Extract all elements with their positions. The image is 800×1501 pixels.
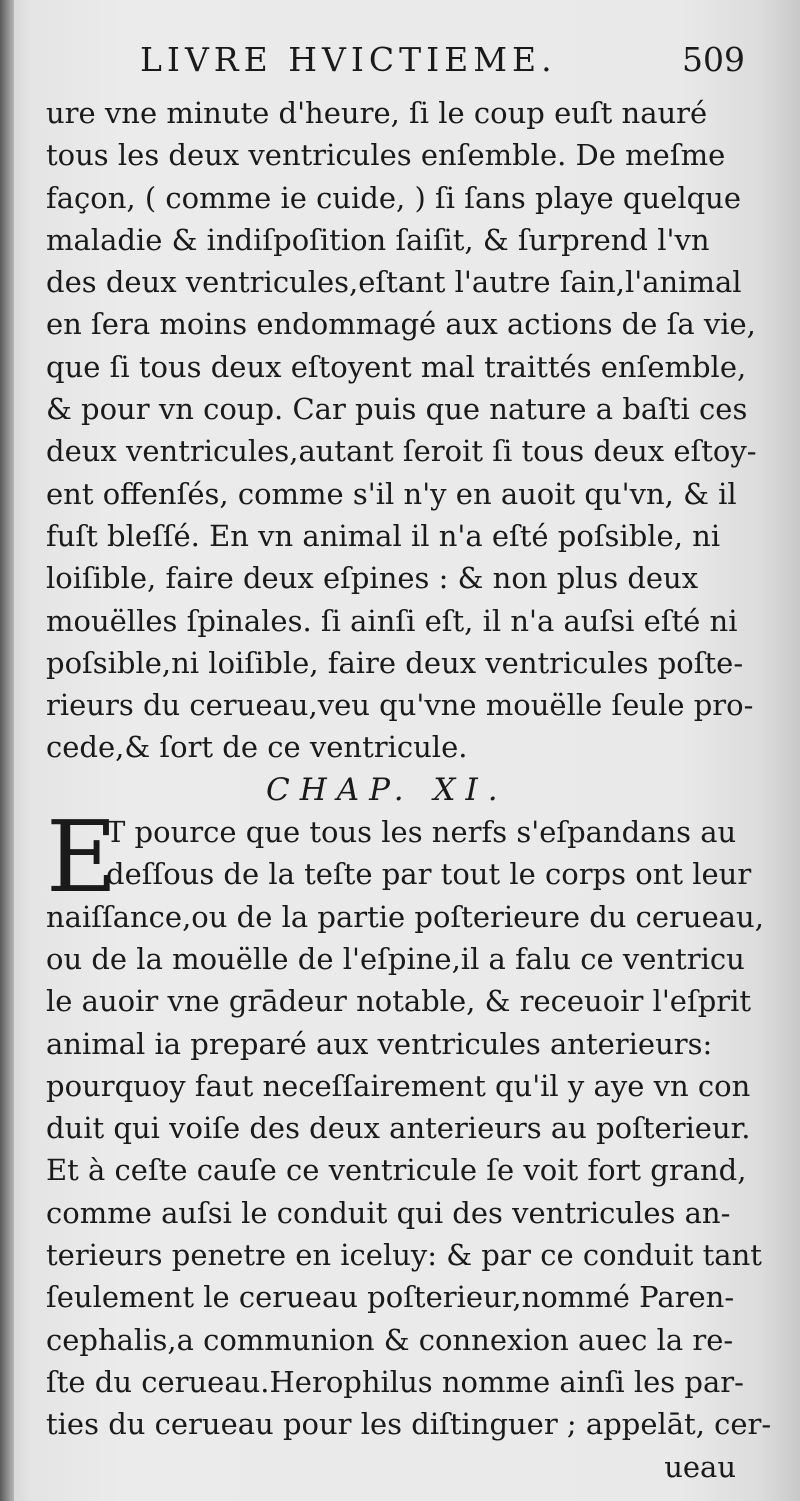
text-line: ure vne minute d'heure, ſi le coup euſt nauré bbox=[46, 96, 708, 130]
page-header bbox=[0, 30, 800, 90]
first-line-text: T pource que tous les nerfs s'eſpandans au bbox=[106, 815, 737, 850]
text-line: des deux ventricules,eſtant l'autre ſain,l'animal bbox=[46, 265, 742, 300]
chapter-heading: CHAP. XI. bbox=[266, 771, 508, 808]
text-line: mouëlles ſpinales. ſi ainſi eſt, il n'a auſsi eſté ni bbox=[46, 603, 738, 638]
body-text bbox=[46, 92, 772, 1488]
text-line: ſeulement le cerueau poſterieur,nommé Paren- bbox=[46, 1280, 735, 1315]
text-line: maladie & indiſpoſition ſaiſit, & ſurprend l'vn bbox=[46, 222, 710, 257]
text-line: poſsible,ni loiſible, faire deux ventricules poſte- bbox=[46, 645, 744, 680]
drop-cap: E bbox=[46, 801, 118, 916]
paragraph-chapter-body bbox=[46, 896, 772, 1446]
text-line: deux ventricules,autant ſeroit ſi tous deux eſtoy- bbox=[46, 434, 757, 469]
text-line: terieurs penetre en iceluy: & par ce conduit tant bbox=[46, 1238, 762, 1273]
text-line: fuſt bleſſé. En vn animal il n'a eſté poſsible, ni bbox=[46, 518, 721, 553]
text-line: façon, ( comme ie cuide, ) ſi ſans playe quelque bbox=[46, 180, 741, 215]
text-line: ſte du cerueau.Herophilus nomme ainſi les par- bbox=[46, 1364, 744, 1399]
text-line: loiſible, faire deux eſpines : & non plus deux bbox=[46, 561, 699, 596]
text-line: & pour vn coup. Car puis que nature a baſti ces bbox=[46, 392, 748, 427]
text-line: comme auſsi le conduit qui des ventricules an- bbox=[46, 1195, 731, 1230]
text-line: cephalis,a communion & connexion auec la re- bbox=[46, 1322, 734, 1357]
text-line: le auoir vne grādeur notable, & receuoir l'eſprit bbox=[46, 984, 752, 1019]
text-line: pourquoy faut neceſſairement qu'il y aye vn con bbox=[46, 1068, 751, 1103]
chapter-second-line: deſſous de la teſte par tout le corps ont leur bbox=[106, 857, 752, 892]
text-line: naiſſance,ou de la partie poſterieure du cerueau, bbox=[46, 899, 764, 934]
text-line: duit qui voiſe des deux anterieurs au poſterieur. bbox=[46, 1111, 751, 1146]
text-line: en ſera moins endommagé aux actions de ſa vie, bbox=[46, 307, 756, 342]
text-line: animal ia preparé aux ventricules anterieurs: bbox=[46, 1026, 713, 1061]
catchword: ueau bbox=[664, 1449, 736, 1484]
text-line: tous les deux ventricules enſemble. De meſme bbox=[46, 138, 726, 173]
paragraph-before-chapter bbox=[46, 92, 757, 769]
page-number: 509 bbox=[682, 40, 745, 79]
text-line: cede,& ſort de ce ventricule. bbox=[46, 730, 468, 765]
running-title: LIVRE HVICTIEME. bbox=[140, 40, 557, 79]
text-line: ent offenſés, comme s'il n'y en auoit qu'vn, & il bbox=[46, 476, 737, 511]
text-line: rieurs du cerueau,veu qu'vne mouëlle ſeule pro- bbox=[46, 688, 754, 723]
text-line: ou de la mouëlle de l'eſpine,il a falu ce ventricu bbox=[46, 941, 745, 976]
text-line: ties du cerueau pour les diſtinguer ; appelāt, cer- bbox=[46, 1407, 772, 1442]
gutter-shadow bbox=[0, 0, 14, 1501]
text-line: que ſi tous deux eſtoyent mal traittés enſemble, bbox=[46, 349, 747, 384]
text-line: Et à ceſte cauſe ce ventricule ſe voit fort grand, bbox=[46, 1153, 747, 1188]
